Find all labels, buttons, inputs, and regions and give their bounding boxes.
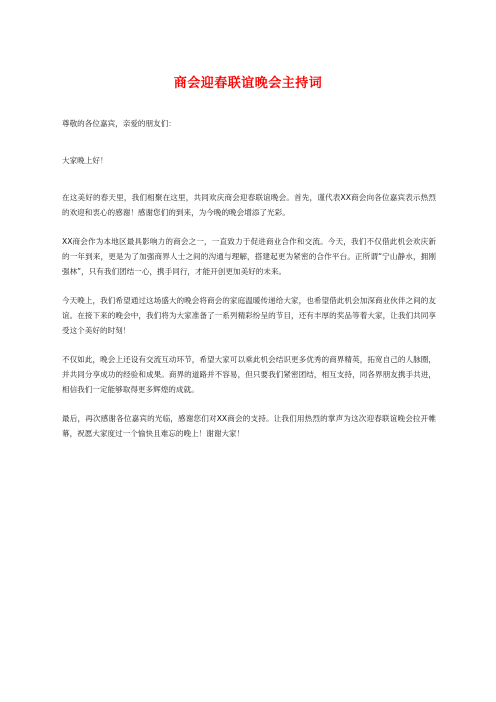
document-title: 商会迎春联谊晚会主持词 bbox=[173, 76, 323, 91]
paragraph-5: 最后，再次感谢各位嘉宾的光临，感谢您们对XX商会的支持。让我们用热烈的掌声为这次迎春联谊晚会拉开帷幕，祝愿大家度过一个愉快且难忘的晚上！谢谢大家！ bbox=[62, 414, 436, 438]
greeting: 大家晚上好！ bbox=[62, 156, 108, 165]
salutation: 尊敬的各位嘉宾，亲爱的朋友们： bbox=[62, 119, 176, 128]
paragraph-4: 不仅如此，晚会上还设有交流互动环节，希望大家可以乘此机会结识更多优秀的商界精英，拓宽自己的人脉圈，并共同分享成功的经验和成果。商界的道路并不容易，但只要我们紧密团结，相互支持，同各界朋友携手共进，相信我们一定能够取得更多辉煌的成就。 bbox=[62, 355, 436, 394]
paragraph-1: 在这美好的春天里，我们相聚在这里，共同欢庆商会迎春联谊晚会。首先，谨代表XX商会向各位嘉宾表示热烈的欢迎和衷心的感谢！感谢您们的到来，为今晚的晚会增添了光彩。 bbox=[62, 193, 436, 217]
paragraph-3: 今天晚上，我们希望通过这场盛大的晚会将商会的家庭温暖传递给大家，也希望借此机会加深商业伙伴之间的友谊。在接下来的晚会中，我们将为大家准备了一系列精彩纷呈的节目，还有丰厚的奖品等着大家，让我们共同享受这个美好的时刻！ bbox=[62, 296, 436, 335]
paragraph-2: XX商会作为本地区最具影响力的商会之一，一直致力于促进商业合作和交流。今天，我们不仅借此机会欢庆新的一年到来，更是为了加强商界人士之间的沟通与理解，搭建起更为紧密的合作平台。正所谓“宁山静水，拥刚强林”，只有我们团结一心，携手同行，才能开创更加美好的未来。 bbox=[62, 237, 436, 276]
document-body bbox=[62, 116, 436, 441]
